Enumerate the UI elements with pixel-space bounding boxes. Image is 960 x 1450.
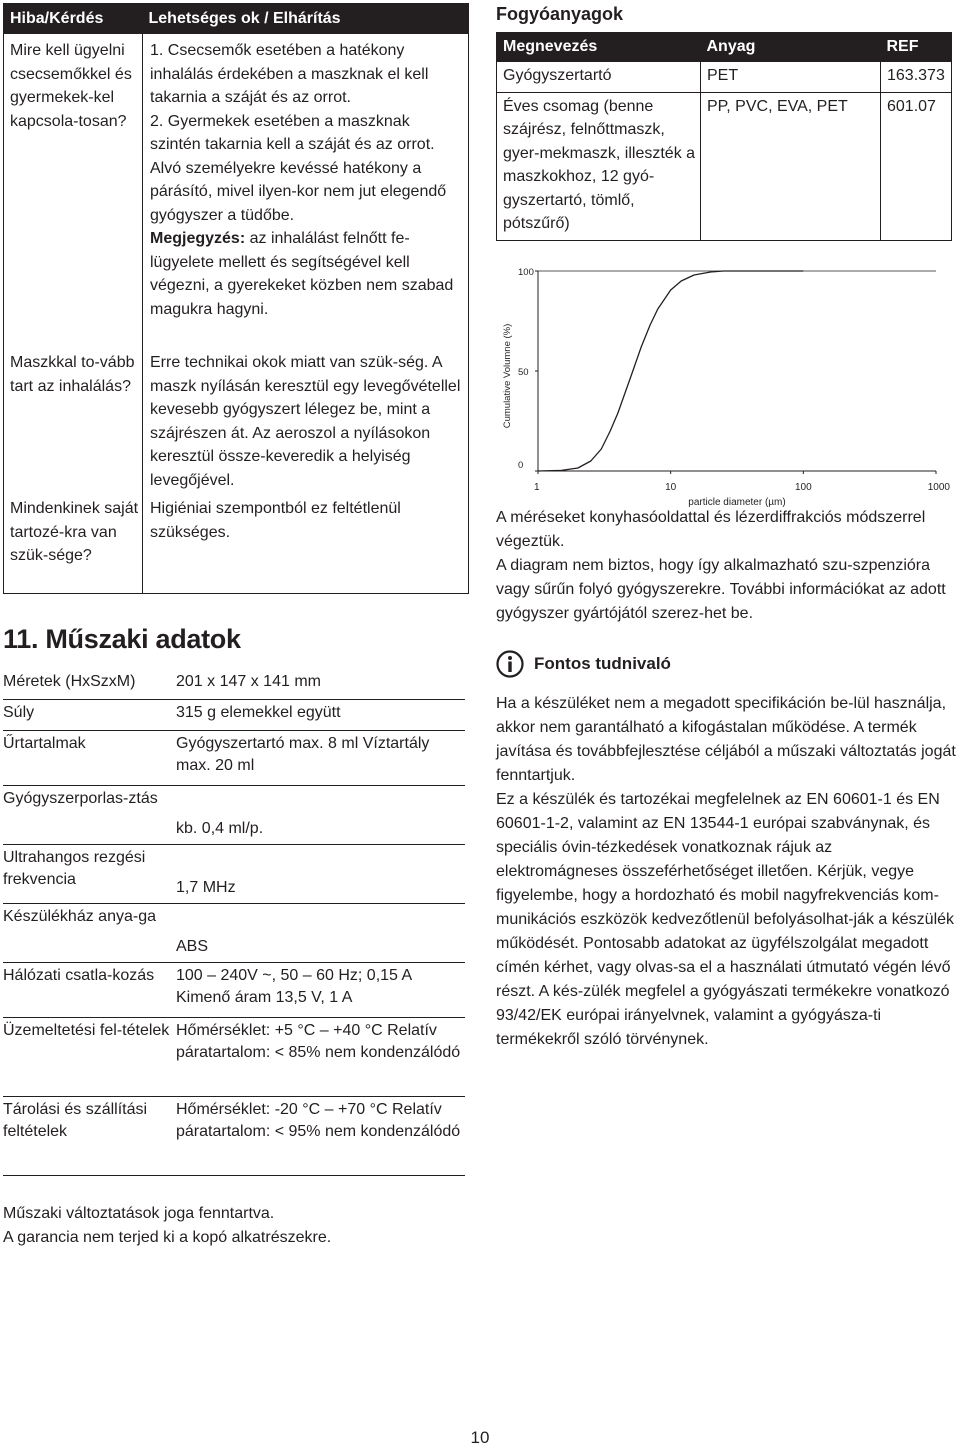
table-row <box>3 1097 465 1176</box>
item-name: Éves csomag (benne szájrész, felnőttmaszk, gyer-mekmaszk, illeszték a maszkokhoz, 12 gyó-gyszertartó, tömlő, pótszűrő) <box>497 92 701 240</box>
spec-key: Gyógyszerporlas-ztás <box>3 790 158 807</box>
spec-value: 100 – 240V ~, 50 – 60 Hz; 0,15 A Kimenő áram 13,5 V, 1 A <box>176 967 412 1006</box>
note <box>150 227 464 321</box>
spec-key: Ultrahangos rezgési frekvencia <box>3 849 146 888</box>
chart-svg <box>496 243 956 508</box>
spec-value: 315 g elemekkel együtt <box>176 704 341 721</box>
info-icon <box>496 650 524 678</box>
table-row <box>3 731 465 786</box>
table-row <box>3 845 465 904</box>
spec-value: Hőmérséklet: -20 °C – +70 °C Relatív páratartalom: < 95% nem kondenzálódó <box>176 1101 461 1140</box>
spec-value: kb. 0,4 ml/p. <box>176 820 264 837</box>
y-tick-label: 50 <box>518 366 529 378</box>
spec-value: Gyógyszertartó max. 8 ml Víztartály max. 20 ml <box>176 735 430 774</box>
table-row <box>3 963 465 1018</box>
solution-item <box>150 39 464 110</box>
item-text: Gyermekek esetében a maszknak szintén takarnia kell a száját és az orrot. Alvó személyekre kevéssé hatékony a párásító, mivel ilyen-kor nem jut elegendő gyógyszer a tüdőbe. <box>150 112 447 224</box>
footnote-line: A garancia nem terjed ki a kopó alkatrészekre. <box>3 1229 332 1246</box>
specs-table <box>3 669 465 1176</box>
table-row <box>3 786 465 845</box>
item-ref: 601.07 <box>881 92 952 240</box>
table-row <box>4 346 469 492</box>
question-cell: Mire kell ügyelni csecsemőkkel és gyermekek-kel kapcsola-tosan? <box>4 34 143 346</box>
footnote <box>3 1202 469 1250</box>
item-number: 1. <box>150 42 164 59</box>
table-header-row <box>4 4 469 35</box>
item-text: Csecsemők esetében a hatékony inhalálás érdekében a maszknak el kell takarnia a száját és az orrot. <box>150 42 429 106</box>
spec-value: 201 x 147 x 141 mm <box>176 673 321 690</box>
table-row <box>497 62 952 93</box>
table-row <box>497 92 952 240</box>
notice-text: Ha a készüléket nem a megadott specifikáción be-lül használja, akkor nem garantálható a kifogástalan működése. A termék javítása és továbbfejlesztése céljából a műszaki változtatás jogát fenntartjuk. <box>496 694 956 784</box>
answer-cell: Erre technikai okok miatt van szük-ség. A maszk nyílásán keresztül egy levegővétellel kevesebb gyógyszert lélegez be, mint a szájrészen át. Az aeroszol a nyílásokon keresztül össze-keveredik a helyiség levegőjével. <box>150 354 461 489</box>
column-header: Megnevezés <box>497 33 701 62</box>
note-label: Megjegyzés: <box>150 230 246 247</box>
y-axis-label: Cumulative Volumne (%) <box>502 323 513 428</box>
note-text: az inhalálást felnőtt fe-lügyelete mellett és segítségével kell végezni, a gyerekeket közben nem szabad magukra hagyni. <box>150 230 454 318</box>
column-header: REF <box>881 33 952 62</box>
x-tick-label: 1000 <box>927 481 950 493</box>
measurement-text: A méréseket konyhasóoldattal és lézerdiffrakciós módszerrel végeztük. <box>496 508 926 550</box>
series-line <box>538 271 803 471</box>
item-number: 2. <box>150 112 164 130</box>
consumables-title: Fogyóanyagok <box>496 4 624 24</box>
table-header-row <box>497 33 952 62</box>
consumables-table <box>496 32 952 241</box>
item-material: PP, PVC, EVA, PET <box>701 92 881 240</box>
notice-title: Fontos tudnivaló <box>534 653 671 673</box>
question-cell: Mindenkinek saját tartozé-kra van szük-sége? <box>4 492 143 594</box>
answer-cell: Higiéniai szempontból ez feltétlenül szükséges. <box>150 500 401 541</box>
y-tick-label: 0 <box>518 459 524 471</box>
page-number: 10 <box>470 1428 490 1447</box>
column-header: Lehetséges ok / Elhárítás <box>143 4 469 35</box>
table-row <box>3 904 465 963</box>
answer-cell <box>143 34 469 346</box>
item-ref: 163.373 <box>881 62 952 93</box>
spec-value: Hőmérséklet: +5 °C – +40 °C Relatív páratartalom: < 85% nem kondenzálódó <box>176 1022 461 1061</box>
table-row <box>3 1018 465 1097</box>
question-cell: Maszkkal to-vább tart az inhalálás? <box>4 346 143 492</box>
troubleshooting-table <box>3 3 469 594</box>
left-column <box>3 3 469 1250</box>
item-material: PET <box>701 62 881 93</box>
spec-value: ABS <box>176 938 209 955</box>
spec-key: Üzemeltetési fel-tételek <box>3 1022 170 1039</box>
spec-key: Súly <box>3 704 35 721</box>
table-row <box>4 34 469 346</box>
table-row <box>3 669 465 700</box>
x-tick-label: 1 <box>534 481 540 493</box>
section-title-text: Műszaki adatok <box>45 624 241 654</box>
x-axis-label: particle diameter (µm) <box>688 496 786 508</box>
column-header: Hiba/Kérdés <box>4 4 143 35</box>
column-header: Anyag <box>701 33 881 62</box>
table-row <box>3 700 465 731</box>
section-number: 11. <box>3 624 39 654</box>
spec-key: Méretek (HxSzxM) <box>3 673 136 690</box>
section-title <box>3 624 469 655</box>
measurement-text: A diagram nem biztos, hogy így alkalmazható szu-szpenzióra vagy sűrűn folyó gyógyszerekre. További információkat az adott gyógyszer gyártójától szerez-het be. <box>496 556 946 622</box>
solution-item <box>150 110 464 228</box>
spec-key: Hálózati csatla-kozás <box>3 967 155 984</box>
notice-header <box>496 650 956 678</box>
right-column <box>496 0 956 1052</box>
notice-text: Ez a készülék és tartozékai megfelelnek az EN 60601-1 és EN 60601-1-2, valamint az EN 13544-1 európai szabványnak, és speciális óvin-tézkedések vonatkoznak rájuk az elektromágneses összeférhetőséget illetően. Kérjük, vegye figyelembe, hogy a hordozható és mobil nagyfrekvenciás kom-munikációs eszközök kedvezőtlenül befolyásolhat-ják a készülék működését. Pontosabb adatokat az ügyfélszolgálat megadott címén kérhet, vagy olvas-sa el a használati útmutató végén lévő részt. A kés-zülék megfelel a gyógyászati termékekre vonatkozó 93/42/EK európai irányelvnek, valamint a gyógyásza-ti termékekről szóló törvénynek. <box>496 790 955 1048</box>
spec-key: Űrtartalmak <box>3 735 86 752</box>
item-name: Gyógyszertartó <box>497 62 701 93</box>
spec-key: Tárolási és szállítási feltételek <box>3 1101 148 1140</box>
spec-key: Készülékház anya-ga <box>3 908 156 925</box>
spec-value: 1,7 MHz <box>176 879 236 896</box>
x-tick-label: 10 <box>665 481 677 493</box>
particle-size-chart <box>496 243 956 508</box>
table-row <box>4 492 469 594</box>
x-tick-label: 100 <box>794 481 812 493</box>
footnote-line: Műszaki változtatások joga fenntartva. <box>3 1205 275 1222</box>
y-tick-label: 100 <box>518 266 534 278</box>
